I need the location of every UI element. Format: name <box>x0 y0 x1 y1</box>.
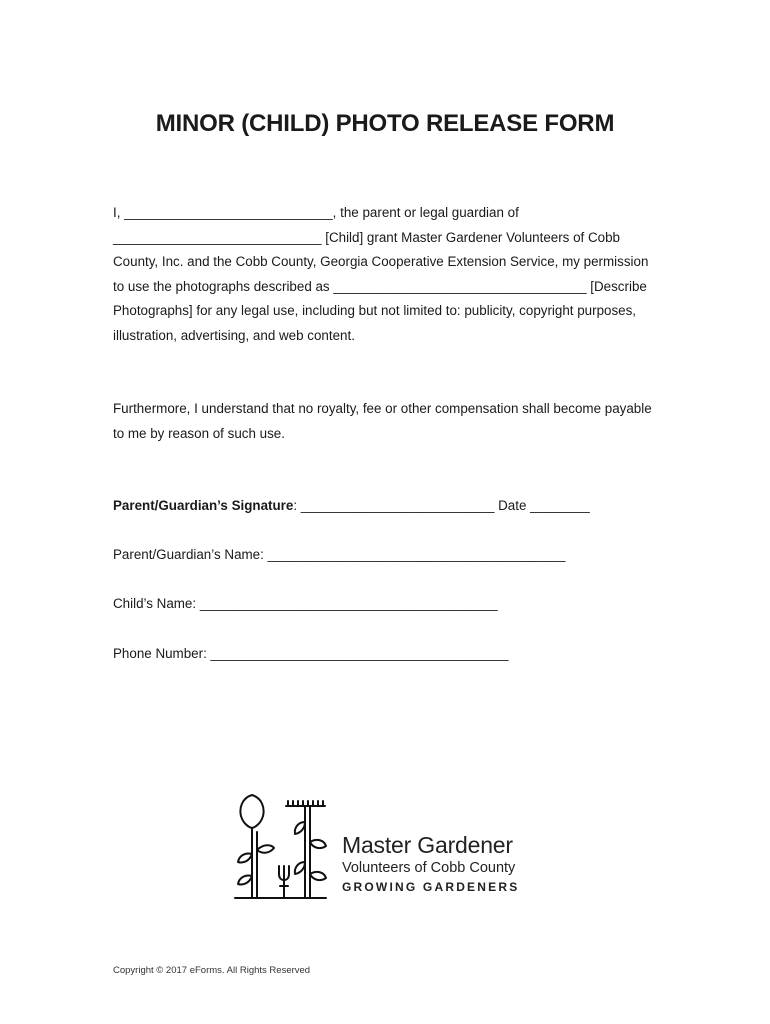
child-name-field: Child’s Name: ________________________________________ <box>113 596 498 611</box>
phone-number-field: Phone Number: ________________________________________ <box>113 646 509 661</box>
logo-subtitle: Volunteers of Cobb County <box>342 860 516 876</box>
signature-date-line: : __________________________ Date ________ <box>293 498 590 513</box>
logo-wordmark <box>342 832 519 896</box>
garden-tools-icon <box>232 792 337 904</box>
form-title: MINOR (CHILD) PHOTO RELEASE FORM <box>155 110 615 137</box>
signature-label: Parent/Guardian’s Signature <box>113 498 294 513</box>
royalty-paragraph: Furthermore, I understand that no royalty, fee or other compensation shall become payable to me by reason of such use. <box>113 401 652 441</box>
signature-field <box>113 498 590 513</box>
copyright-notice: Copyright © 2017 eForms. All Rights Reserved <box>113 965 311 976</box>
guardian-name-field: Parent/Guardian’s Name: ________________________________________ <box>113 547 566 562</box>
logo-tagline: GROWING GARDENERS <box>342 880 520 894</box>
master-gardener-logo <box>232 792 542 904</box>
logo-title: Master Gardener <box>342 832 513 858</box>
release-paragraph: I, ____________________________, the parent or legal guardian of ____________________________ [Child] grant Master Gardener Volunteers of Cobb County, Inc. and the Cobb County, Georgia Cooperative Extension Service, my permission to use the photographs described as __________________________________ [Describe Photographs] for any legal use, including but not limited to: publicity, copyright purposes, illustration, advertising, and web content. <box>113 205 649 343</box>
